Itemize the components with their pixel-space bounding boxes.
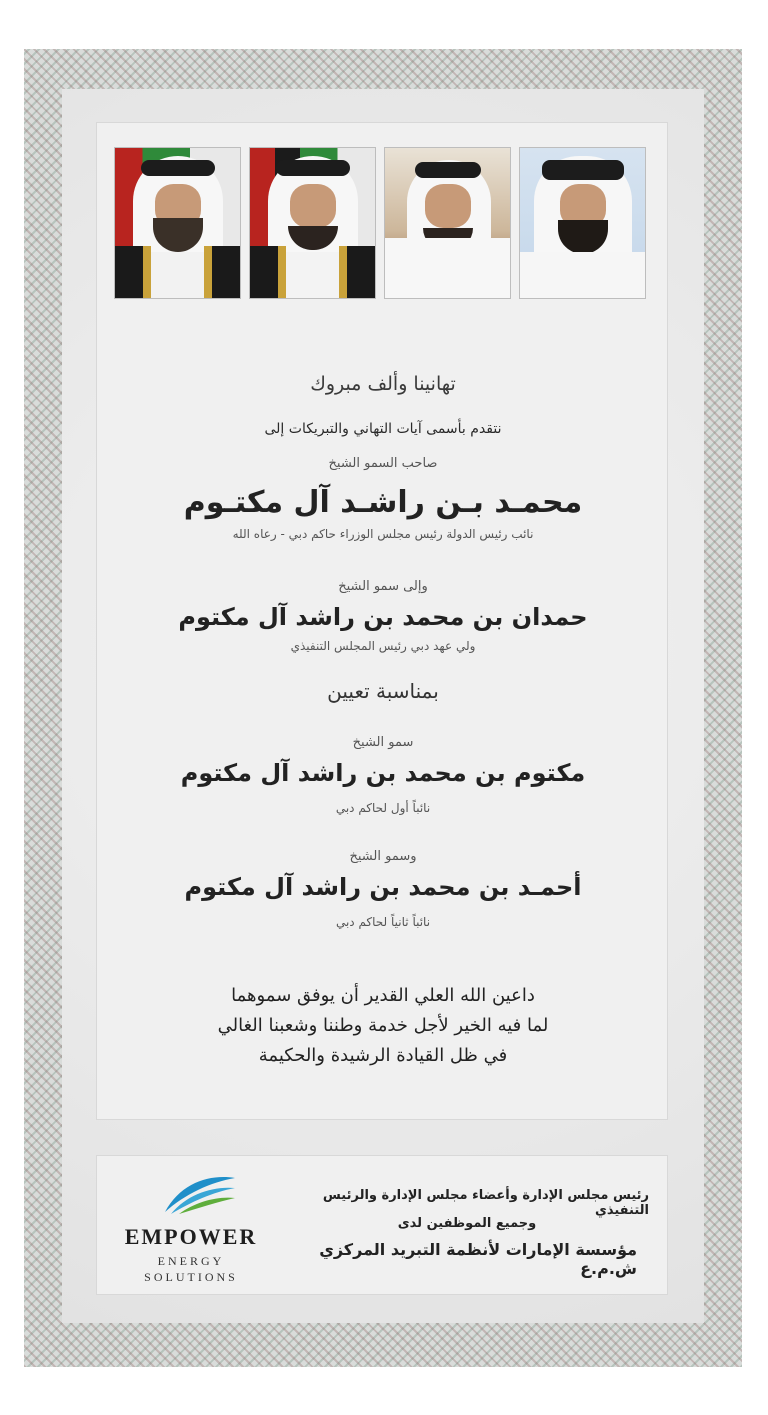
prayer-line-3: في ظل القيادة الرشيدة والحكيمة xyxy=(258,1045,508,1066)
honoree-2-prefix: وإلى سمو الشيخ xyxy=(338,579,428,594)
honoree-2-name: حمدان بن محمد بن راشد آل مكتوم xyxy=(178,603,588,631)
empower-swoosh-icon xyxy=(161,1172,237,1216)
appointee-2-name: أحمـد بن محمد بن راشد آل مكتوم xyxy=(184,873,582,901)
honoree-1-title: نائب رئيس الدولة رئيس مجلس الوزراء حاكم دبي - رعاه الله xyxy=(232,527,534,541)
appointee-2-title: نائباً ثانياً لحاكم دبي xyxy=(335,915,431,929)
portrait-photo-2 xyxy=(249,147,376,299)
footer-company-name: مؤسسة الإمارات لأنظمة التبريد المركزي ش.م.ع xyxy=(319,1240,637,1278)
footer-line-1: رئيس مجلس الإدارة وأعضاء مجلس الإدارة والرئيس التنفيذي xyxy=(322,1188,649,1218)
logo-subtitle-2: SOLUTIONS xyxy=(144,1270,238,1284)
appointee-2-prefix: وسمو الشيخ xyxy=(349,849,417,864)
honoree-1-name: محمـد بـن راشـد آل مكتـوم xyxy=(183,485,583,520)
logo-wordmark: EMPOWER xyxy=(124,1224,258,1249)
occasion-heading: بمناسبة تعيين xyxy=(327,679,439,703)
appointee-1-title: نائباً أول لحاكم دبي xyxy=(335,801,431,815)
honoree-2-title: ولي عهد دبي رئيس المجلس التنفيذي xyxy=(290,639,476,653)
honoree-1-prefix: صاحب السمو الشيخ xyxy=(328,456,438,471)
footer-line-2: وجميع الموظفين لدى xyxy=(397,1216,537,1231)
portrait-row xyxy=(114,147,650,299)
portrait-photo-3 xyxy=(384,147,511,299)
prayer-line-1: داعين الله العلي القدير أن يوفق سموهما xyxy=(231,985,535,1006)
appointee-1-prefix: سمو الشيخ xyxy=(352,735,414,750)
congratulations-heading: تهانينا وألف مبروك xyxy=(310,373,456,395)
prayer-line-2: لما فيه الخير لأجل خدمة وطننا وشعبنا الغالي xyxy=(217,1015,549,1036)
portrait-photo-4 xyxy=(519,147,646,299)
portrait-photo-1 xyxy=(114,147,241,299)
announcement-panel xyxy=(96,122,668,1120)
offer-line: نتقدم بأسمى آيات التهاني والتبريكات إلى xyxy=(264,421,502,437)
logo-subtitle-1: ENERGY xyxy=(157,1254,225,1268)
sender-footer xyxy=(96,1155,668,1295)
appointee-1-name: مكتوم بن محمد بن راشد آل مكتوم xyxy=(180,759,586,787)
empower-logo xyxy=(111,1172,271,1284)
